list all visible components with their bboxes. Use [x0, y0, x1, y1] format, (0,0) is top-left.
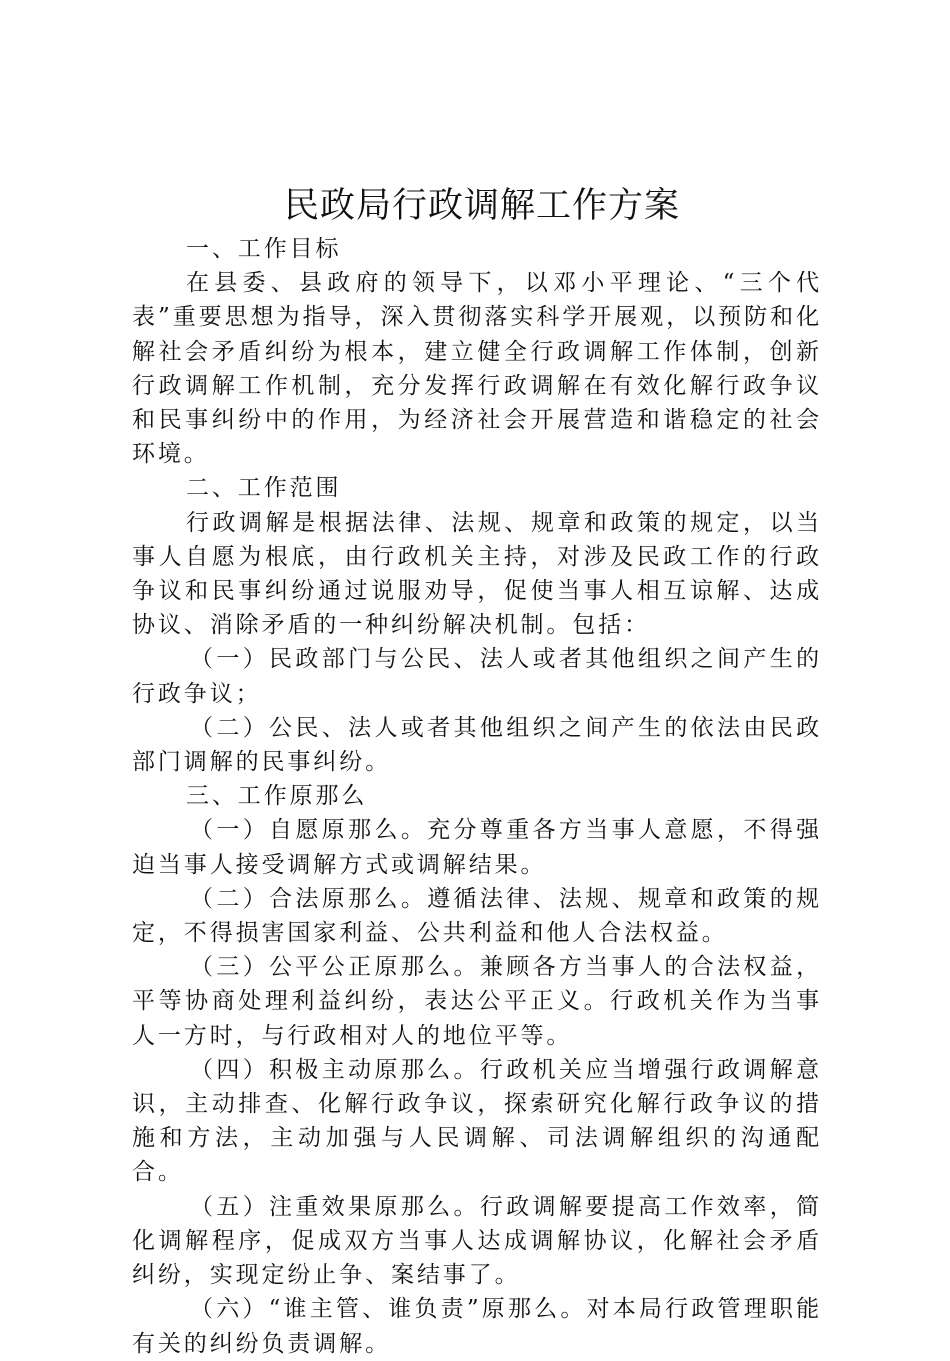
list-item: （三）公平公正原那么。兼顾各方当事人的合法权益，平等协商处理利益纠纷，表达公平正义。行政机关作为当事人一方时，与行政相对人的地位平等。: [132, 954, 822, 1049]
section-heading-goals: 一、工作目标: [186, 236, 342, 262]
body-paragraph-goals: 在县委、县政府的领导下，以邓小平理论、“三个代表”重要思想为指导，深入贯彻落实科学开展观，以预防和化解社会矛盾纠纷为根本，建立健全行政调解工作体制，创新行政调解工作机制，充分发挥行政调解在有效化解行政争议和民事纠纷中的作用，为经济社会开展营造和谐稳定的社会环境。: [132, 270, 822, 468]
list-item: （二）合法原那么。遵循法律、法规、规章和政策的规定，不得损害国家利益、公共利益和他人合法权益。: [132, 885, 822, 947]
list-item: （二）公民、法人或者其他组织之间产生的依法由民政部门调解的民事纠纷。: [132, 714, 822, 776]
list-item: （五）注重效果原那么。行政调解要提高工作效率，简化调解程序，促成双方当事人达成调解协议，化解社会矛盾纠纷，实现定纷止争、案结事了。: [132, 1193, 822, 1289]
section-heading-scope: 二、工作范围: [186, 475, 342, 502]
document-page: [132, 180, 822, 1361]
list-item: （六）“谁主管、谁负责”原那么。对本局行政管理职能有关的纠纷负责调解。: [132, 1296, 822, 1357]
body-paragraph-scope: 行政调解是根据法律、法规、规章和政策的规定，以当事人自愿为根底，由行政机关主持，对涉及民政工作的行政争议和民事纠纷通过说服劝导，促使当事人相互谅解、达成协议、消除矛盾的一种纠纷解决机制。包括：: [132, 509, 822, 639]
list-item: （一）民政部门与公民、法人或者其他组织之间产生的行政争议；: [132, 646, 822, 707]
list-item: （四）积极主动原那么。行政机关应当增强行政调解意识，主动排查、化解行政争议，探索研究化解行政争议的措施和方法，主动加强与人民调解、司法调解组织的沟通配合。: [132, 1056, 822, 1186]
list-item: （一）自愿原那么。充分尊重各方当事人意愿，不得强迫当事人接受调解方式或调解结果。: [132, 817, 822, 878]
document-title: 民政局行政调解工作方案: [283, 186, 680, 226]
section-heading-principles: 三、工作原那么: [186, 783, 368, 810]
